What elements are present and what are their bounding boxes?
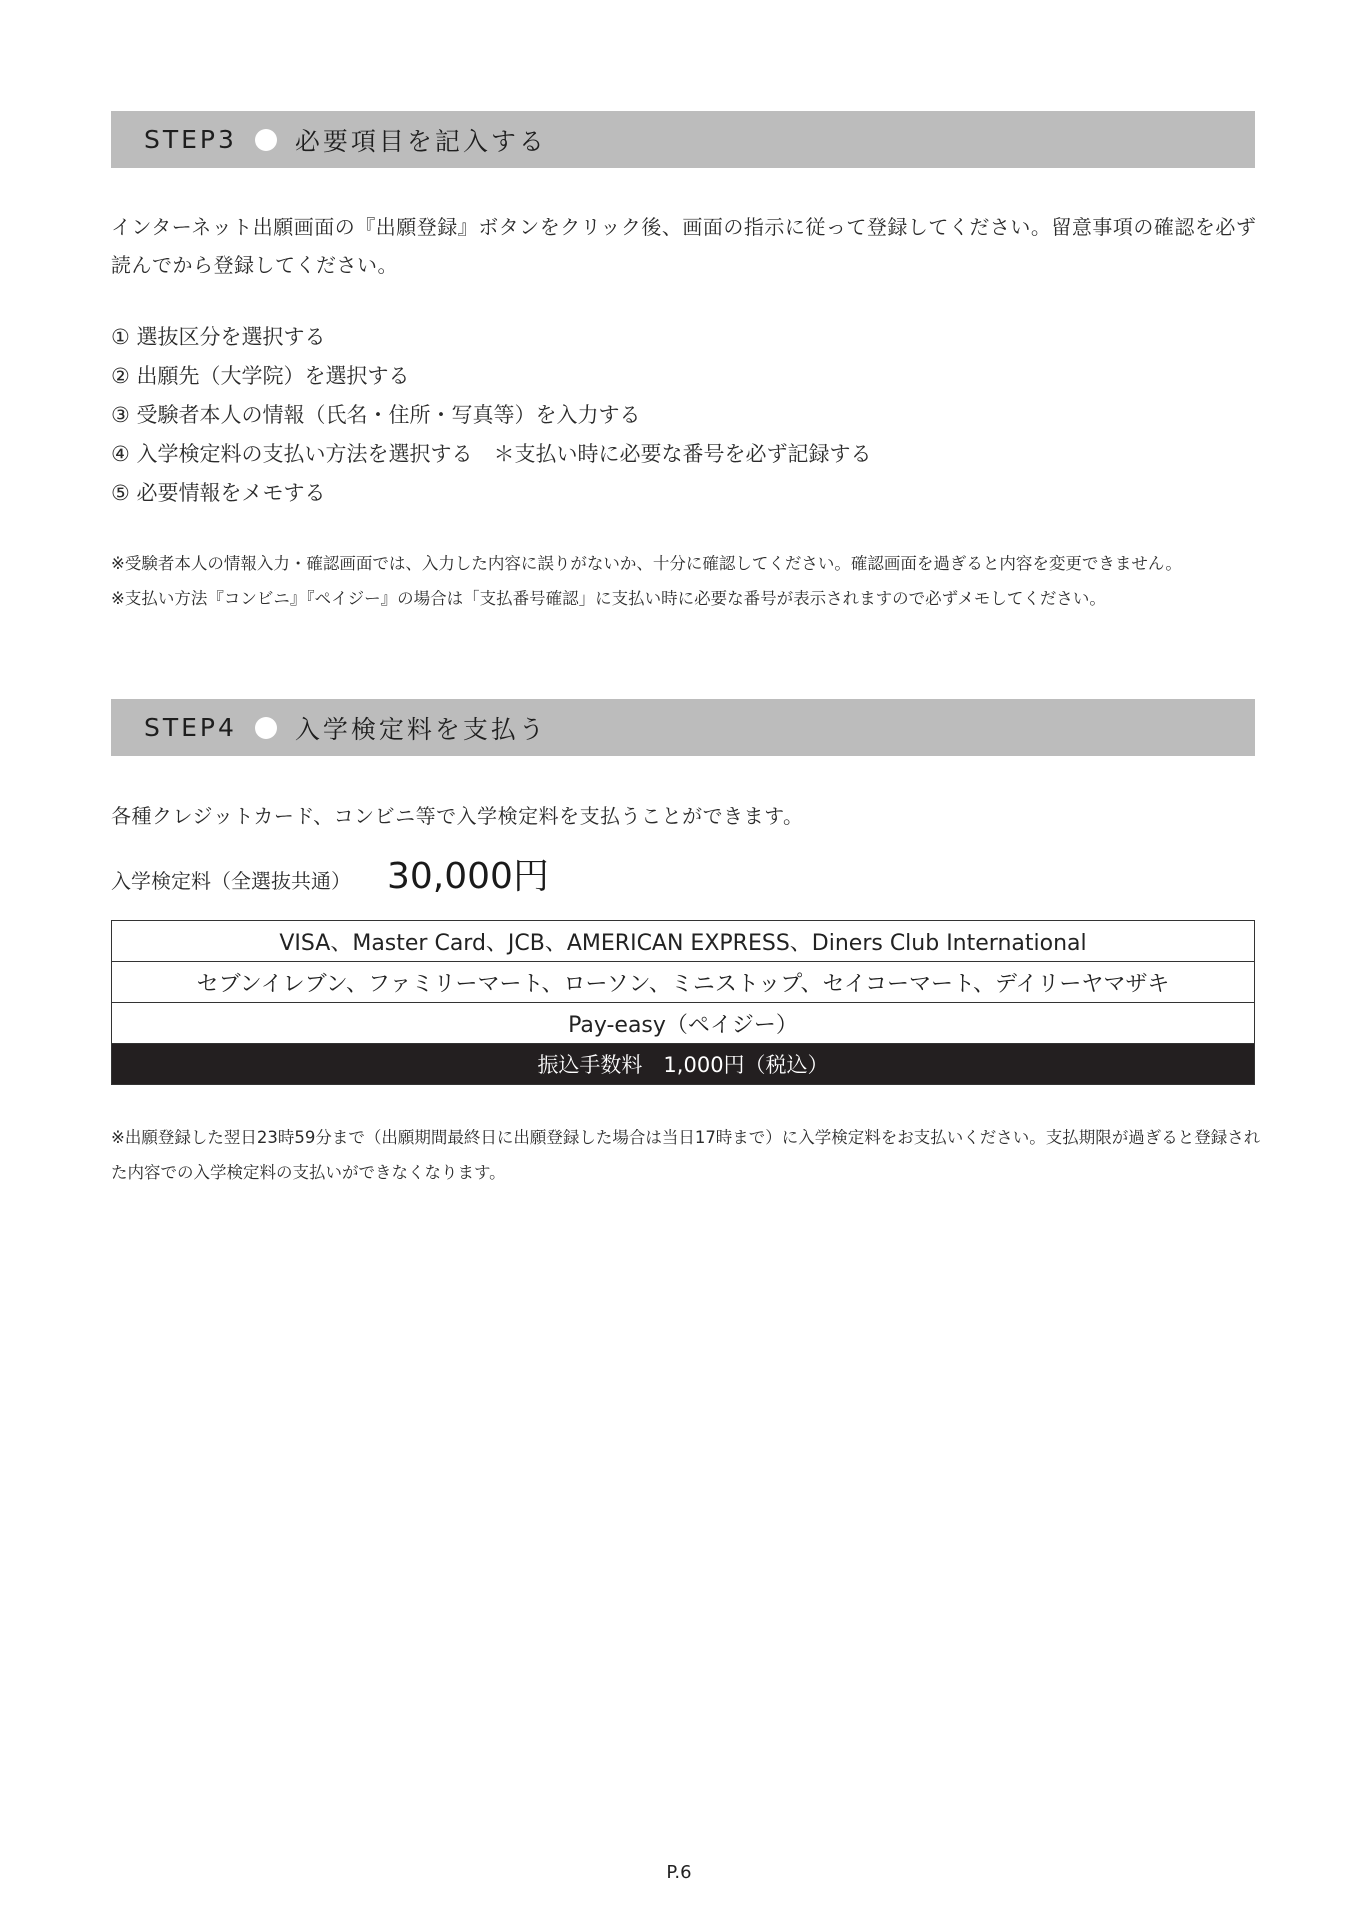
fee-amount: 30,000円 xyxy=(387,856,549,897)
list-item: ③ 受験者本人の情報（氏名・住所・写真等）を入力する xyxy=(111,403,641,427)
step3-note-1: ※受験者本人の情報入力・確認画面では、入力した内容に誤りがないか、十分に確認してください。確認画面を過ぎると内容を変更できません。 xyxy=(111,554,1182,573)
step4-note: ※出願登録した翌日23時59分まで（出願期間最終日に出願登録した場合は当日17時まで）に入学検定料をお支払いください。支払期限が過ぎると登録された内容での入学検定料の支払いができなくなります。 xyxy=(111,1128,1261,1182)
table-row xyxy=(112,1044,1255,1085)
transfer-fee: 振込手数料 1,000円（税込） xyxy=(112,1044,1255,1085)
payment-convenience-stores: セブンイレブン、ファミリーマート、ローソン、ミニストップ、セイコーマート、デイリーヤマザキ xyxy=(112,962,1255,1003)
page-number: P.6 xyxy=(666,1862,692,1883)
step3-note-2: ※支払い方法『コンビニ』『ペイジー』の場合は「支払番号確認」に支払い時に必要な番号が表示されますので必ずメモしてください。 xyxy=(111,589,1106,608)
bullet-circle-icon xyxy=(255,129,277,151)
fee-label: 入学検定料（全選抜共通） xyxy=(111,869,351,893)
step4-intro: 各種クレジットカード、コンビニ等で入学検定料を支払うことができます。 xyxy=(111,804,804,828)
step3-label: STEP3 xyxy=(144,125,237,154)
payment-credit-cards: VISA、Master Card、JCB、AMERICAN EXPRESS、Diners Club International xyxy=(112,921,1255,962)
step4-title: 入学検定料を支払う xyxy=(294,714,547,744)
table-row xyxy=(112,921,1255,962)
step3-intro: インターネット出願画面の『出願登録』ボタンをクリック後、画面の指示に従って登録してください。留意事項の確認を必ず読んでから登録してください。 xyxy=(111,215,1257,277)
list-item: ② 出願先（大学院）を選択する xyxy=(111,364,410,388)
fee-line xyxy=(111,848,549,899)
payment-methods-table xyxy=(111,920,1255,1085)
list-item: ① 選抜区分を選択する xyxy=(111,325,326,349)
step3-item-list xyxy=(111,318,872,513)
step3-title: 必要項目を記入する xyxy=(294,126,547,156)
list-item: ⑤ 必要情報をメモする xyxy=(111,481,326,505)
step4-label: STEP4 xyxy=(144,713,237,742)
step3-notes xyxy=(111,546,1261,616)
step3-heading xyxy=(111,111,1255,168)
bullet-circle-icon xyxy=(255,717,277,739)
table-row xyxy=(112,962,1255,1003)
step4-heading xyxy=(111,699,1255,756)
payment-pay-easy: Pay-easy（ペイジー） xyxy=(112,1003,1255,1044)
list-item: ④ 入学検定料の支払い方法を選択する ＊支払い時に必要な番号を必ず記録する xyxy=(111,442,872,466)
table-row xyxy=(112,1003,1255,1044)
